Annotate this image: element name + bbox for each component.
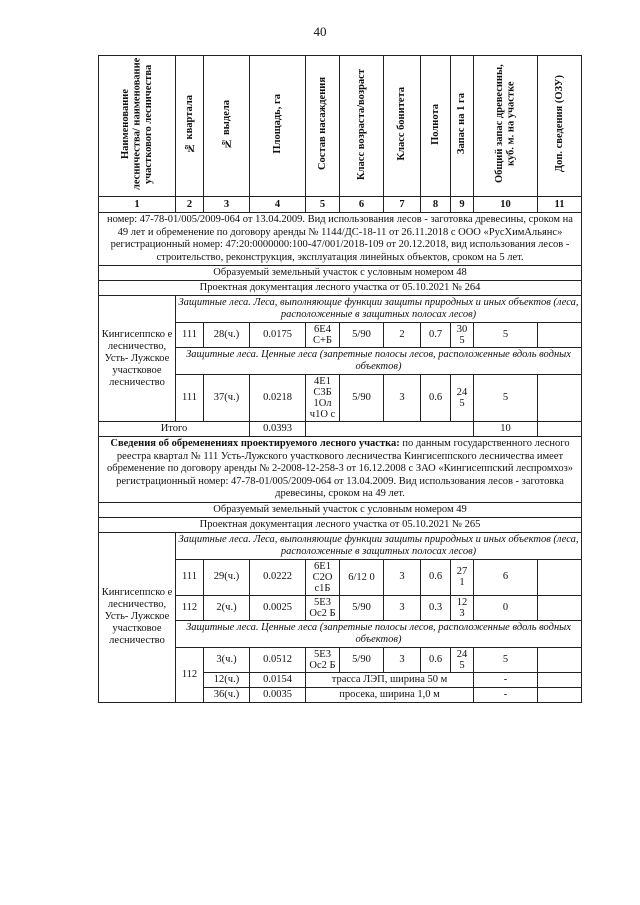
cell-density: 0.7 (421, 323, 451, 348)
plot49-project-row (99, 517, 582, 532)
cell-quarter: 111 (176, 323, 204, 348)
plot48-total-extra (538, 422, 582, 437)
cell-density: 0.6 (421, 559, 451, 595)
cell-bonitet: 3 (384, 559, 421, 595)
header-density: Полнота (421, 56, 451, 197)
col-num-6: 6 (340, 197, 384, 213)
col-num-3: 3 (204, 197, 250, 213)
plot48-total-label: Итого (99, 422, 250, 437)
cell-bonitet: 2 (384, 323, 421, 348)
plot48-category2: Защитные леса. Ценные леса (запретные полосы лесов, расположенные вдоль водных объектов) (176, 348, 582, 375)
cell-density: 0.3 (421, 595, 451, 620)
col-num-7: 7 (384, 197, 421, 213)
header-bonitet: Класс бонитета (384, 56, 421, 197)
header-row (99, 56, 582, 197)
cell-extra-info (538, 672, 582, 687)
cell-total-stock: 5 (474, 375, 538, 422)
cell-stock-per-ha: 24 5 (451, 375, 474, 422)
header-forestry: Наименование лесничества/ наименование участкового лесничества (99, 56, 176, 197)
cell-bonitet: 3 (384, 595, 421, 620)
cell-total-stock: 5 (474, 323, 538, 348)
col-num-9: 9 (451, 197, 474, 213)
plot48-forestry: Кингисеппско е лесничество, Усть- Лужское участковое лесничество (99, 296, 176, 422)
cell-total-stock: 0 (474, 595, 538, 620)
cell-extra-info (538, 687, 582, 702)
cell-stock-per-ha: 27 1 (451, 559, 474, 595)
col-num-10: 10 (474, 197, 538, 213)
cell-total-stock: - (474, 687, 538, 702)
cell-age-class: 5/90 (340, 647, 384, 672)
cell-composition: 4Е1 С3Б 1Ол ч1О с (306, 375, 340, 422)
cell-age-class: 5/90 (340, 323, 384, 348)
plot48-total-stock: 10 (474, 422, 538, 437)
cell-bonitet: 3 (384, 375, 421, 422)
plot49-title: Образуемый земельный участок с условным номером 49 (99, 502, 582, 517)
encumbrance-text (99, 437, 582, 503)
col-num-1: 1 (99, 197, 176, 213)
cell-density: 0.6 (421, 375, 451, 422)
plot48-title-row (99, 266, 582, 281)
column-number-row (99, 197, 582, 213)
cell-composition: 6Е1 С2О с1Б (306, 559, 340, 595)
col-num-8: 8 (421, 197, 451, 213)
plot48-total-row (99, 422, 582, 437)
header-extra-info: Доп. сведения (ОЗУ) (538, 56, 582, 197)
cell-vydel: 37(ч.) (204, 375, 250, 422)
cell-bonitet: 3 (384, 647, 421, 672)
cell-extra-info (538, 595, 582, 620)
cell-composition: 6Е4 С+Б (306, 323, 340, 348)
cell-extra-info (538, 559, 582, 595)
plot48-title: Образуемый земельный участок с условным номером 48 (99, 266, 582, 281)
cell-composition: 5Е3 Ос2 Б (306, 647, 340, 672)
col-num-2: 2 (176, 197, 204, 213)
cell-quarter: 112 (176, 595, 204, 620)
plot49-category2: Защитные леса. Ценные леса (запретные полосы лесов, расположенные вдоль водных объектов) (176, 620, 582, 647)
cell-age-class: 5/90 (340, 375, 384, 422)
cell-age-class: 6/12 0 (340, 559, 384, 595)
col-num-11: 11 (538, 197, 582, 213)
continuation-text: номер: 47-78-01/005/2009-064 от 13.04.2009. Вид использования лесов - заготовка древесины, сроком на 49 лет и обременение по договору аренды № 1144/ДС-18-11 от 26.11.2018 с ООО «РусХимАльянс» регистрационный номер: 47:20:0000000:100-47/001/2018-109 от 20.12.2018, вид использования лесов - строительство, реконструкция, эксплуатация линейных объектов, сроком на 5 лет. (99, 213, 582, 266)
cell-vydel: 3(ч.) (204, 647, 250, 672)
plot49-title-row (99, 502, 582, 517)
header-age-class: Класс возраста/возраст (340, 56, 384, 197)
plot48-total-spacer (306, 422, 474, 437)
cell-extra-info (538, 323, 582, 348)
cell-stock-per-ha: 24 5 (451, 647, 474, 672)
cell-area: 0.0218 (250, 375, 306, 422)
plot49-category1: Защитные леса. Леса, выполняющие функции защиты природных и иных объектов (леса, расположенные в защитных полосах лесов) (176, 532, 582, 559)
cell-area: 0.0035 (250, 687, 306, 702)
cell-vydel: 36(ч.) (204, 687, 250, 702)
forest-plots-table (98, 55, 582, 703)
cell-vydel: 2(ч.) (204, 595, 250, 620)
encumbrance-row (99, 437, 582, 503)
cell-quarter: 111 (176, 559, 204, 595)
cell-total-stock: - (474, 672, 538, 687)
cell-extra-info (538, 647, 582, 672)
cell-quarter: 111 (176, 375, 204, 422)
cell-extra-info (538, 375, 582, 422)
continuation-row (99, 213, 582, 266)
cell-vydel: 28(ч.) (204, 323, 250, 348)
header-quarter: № квартала (176, 56, 204, 197)
plot48-total-area: 0.0393 (250, 422, 306, 437)
cell-composition: 5Е3 Ос2 Б (306, 595, 340, 620)
header-area: Площадь, га (250, 56, 306, 197)
plot48-category1: Защитные леса. Леса, выполняющие функции защиты природных и иных объектов (леса, расположенные в защитных полосах лесов) (176, 296, 582, 323)
page-number: 40 (313, 24, 327, 39)
cell-area: 0.0154 (250, 672, 306, 687)
cell-vydel: 29(ч.) (204, 559, 250, 595)
col-num-5: 5 (306, 197, 340, 213)
cell-area: 0.0222 (250, 559, 306, 595)
cell-quarter: 112 (176, 647, 204, 702)
encumbrance-body: по данным государственного лесного реестра квартал № 111 Усть-Лужского участкового лесничества Кингисеппского лесничества имеет обременение по договору аренды № 2-2008-12-258-3 от 16.12.2008 с ЗАО «Кингисеппский леспромхоз» регистрационный номер: 47-78-01/005/2009-064 от 13.04.2009. Вид использования лесов - заготовка древесины, сроком на 49 лет. (107, 438, 573, 499)
cell-note: трасса ЛЭП, ширина 50 м (306, 672, 474, 687)
cell-vydel: 12(ч.) (204, 672, 250, 687)
header-composition: Состав насаждения (306, 56, 340, 197)
cell-total-stock: 6 (474, 559, 538, 595)
cell-area: 0.0175 (250, 323, 306, 348)
plot49-project-doc: Проектная документация лесного участка от 05.10.2021 № 265 (99, 517, 582, 532)
cell-stock-per-ha: 30 5 (451, 323, 474, 348)
cell-note: просека, ширина 1,0 м (306, 687, 474, 702)
cell-density: 0.6 (421, 647, 451, 672)
cell-area: 0.0512 (250, 647, 306, 672)
cell-stock-per-ha: 12 3 (451, 595, 474, 620)
encumbrance-heading: Сведения об обременениях проектируемого лесного участка: (110, 438, 400, 449)
header-total-stock: Общий запас древесины, куб. м. на участке (474, 56, 538, 197)
plot48-project-doc: Проектная документация лесного участка от 05.10.2021 № 264 (99, 281, 582, 296)
col-num-4: 4 (250, 197, 306, 213)
cell-age-class: 5/90 (340, 595, 384, 620)
cell-total-stock: 5 (474, 647, 538, 672)
header-vydel: № выдела (204, 56, 250, 197)
plot49-forestry: Кингисеппско е лесничество, Усть- Лужское участковое лесничество (99, 532, 176, 702)
plot48-project-row (99, 281, 582, 296)
plot48-category1-row (99, 296, 582, 323)
plot49-category1-row (99, 532, 582, 559)
cell-area: 0.0025 (250, 595, 306, 620)
header-stock-per-ha: Запас на 1 га (451, 56, 474, 197)
